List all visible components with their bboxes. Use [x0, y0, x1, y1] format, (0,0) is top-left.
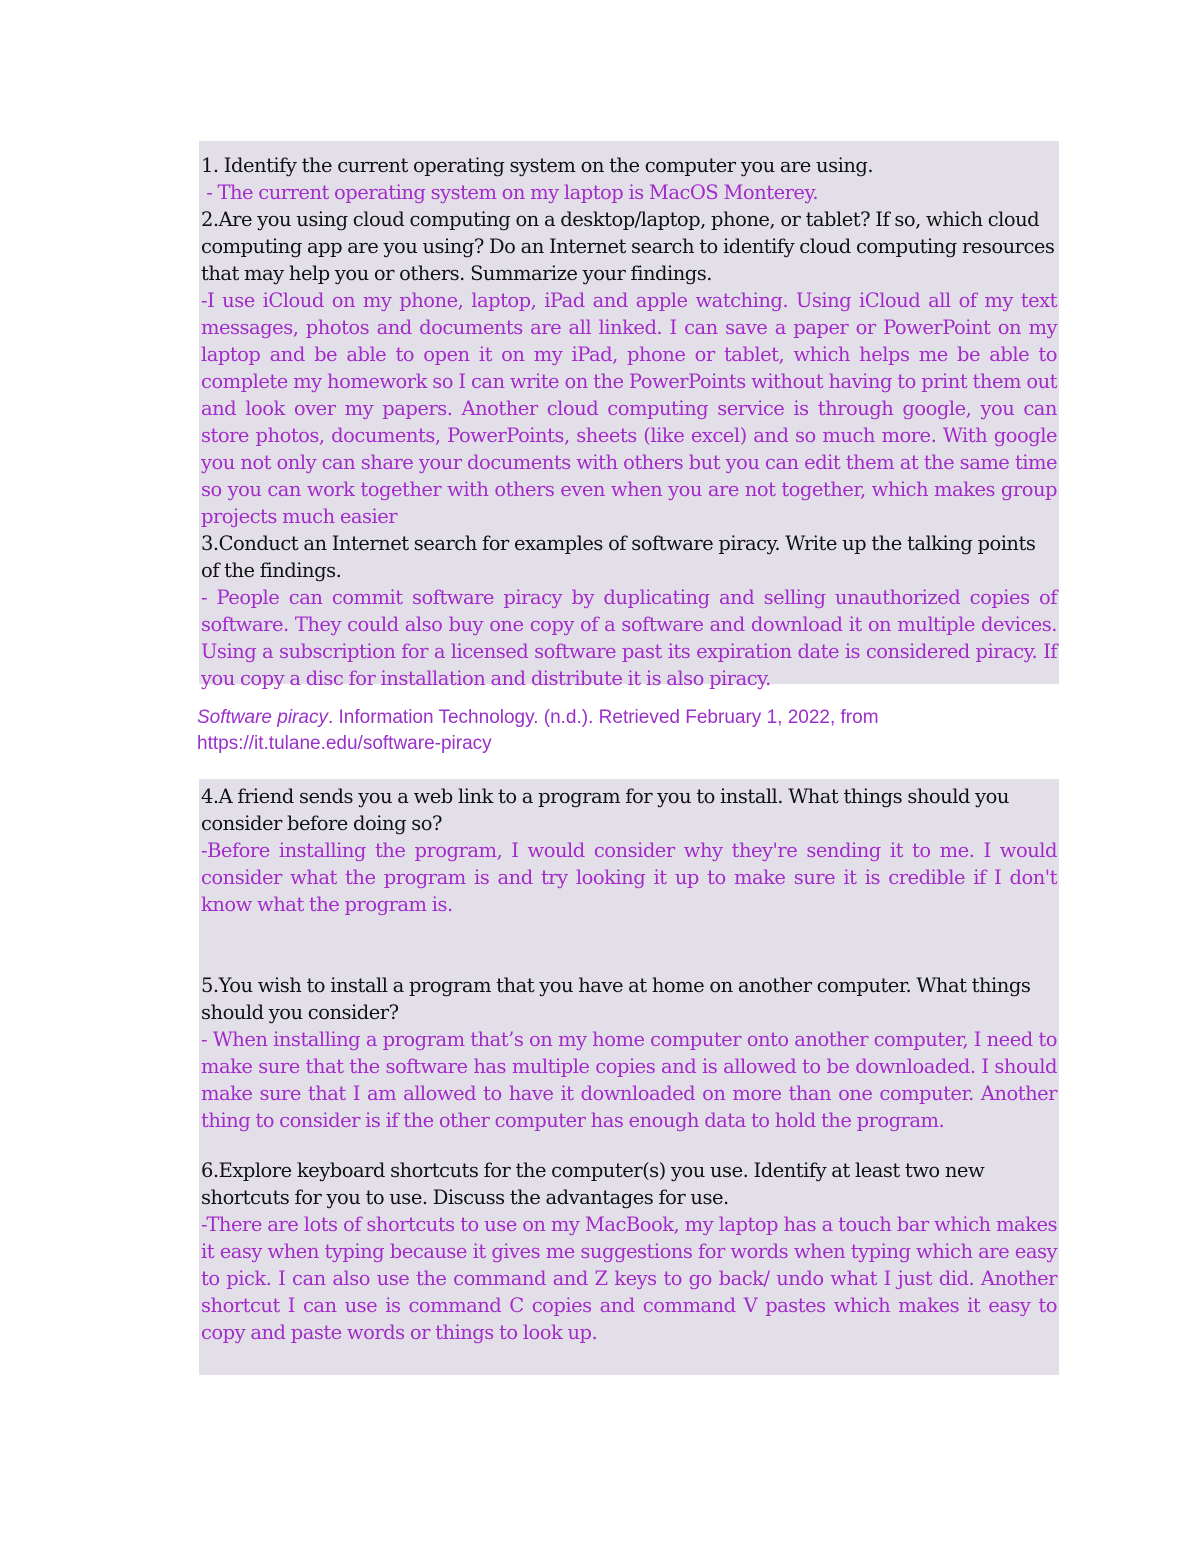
question-2: 2.Are you using cloud computing on a desktop/laptop, phone, or tablet? If so, which cloud computing app are you using? Do an Internet search to identify cloud computing resources that may help you or others. Summarize your findings.: [201, 208, 1055, 285]
question-3: 3.Conduct an Internet search for examples of software piracy. Write up the talking points of the findings.: [201, 532, 1036, 582]
answer-4: -Before installing the program, I would consider why they're sending it to me. I would consider what the program is and try looking it up to make sure it is credible if I don't know what the program is.: [201, 839, 1057, 916]
qa-block-2: [199, 779, 1059, 1375]
answer-5: - When installing a program that’s on my home computer onto another computer, I need to make sure that the software has multiple copies and is allowed to be downloaded. I should make sure that I am allowed to have it downloaded on more than one computer. Another thing to consider is if the other computer has enough data to hold the program.: [201, 1028, 1057, 1132]
question-6: 6.Explore keyboard shortcuts for the computer(s) you use. Identify at least two new shortcuts for you to use. Discuss the advantages for use.: [201, 1159, 985, 1209]
spacer: [201, 1134, 1057, 1157]
question-5: 5.You wish to install a program that you have at home on another computer. What things should you consider?: [201, 974, 1031, 1024]
answer-2: -I use iCloud on my phone, laptop, iPad and apple watching. Using iCloud all of my text messages, photos and documents are all linked. I can save a paper or PowerPoint on my laptop and be able to open it on my iPad, phone or tablet, which helps me be able to complete my homework so I can write on the PowerPoints without having to print them out and look over my papers. Another cloud computing service is through google, you can store photos, documents, PowerPoints, sheets (like excel) and so much more. With google you not only can share your documents with others but you can edit them at the same time so you can work together with others even when you are not together, which makes group projects much easier: [201, 289, 1057, 528]
answer-6: -There are lots of shortcuts to use on my MacBook, my laptop has a touch bar which makes it easy when typing because it gives me suggestions for words when typing which are easy to pick. I can also use the command and Z keys to go back/ undo what I just did. Another shortcut I can use is command C copies and command V pastes which makes it easy to copy and paste words or things to look up.: [201, 1213, 1057, 1344]
citation: [197, 705, 1057, 757]
question-1: 1. Identify the current operating system on the computer you are using.: [201, 154, 874, 177]
qa-block-1: [199, 141, 1059, 690]
spacer: [201, 918, 1057, 972]
answer-1: - The current operating system on my laptop is MacOS Monterey.: [201, 181, 819, 204]
question-4: 4.A friend sends you a web link to a program for you to install. What things should you consider before doing so?: [201, 785, 1009, 835]
citation-source[interactable]: . Information Technology. (n.d.). Retrieved February 1, 2022, from https://it.tulane.edu/software-piracy: [197, 707, 879, 754]
citation-title: Software piracy: [197, 707, 328, 728]
answer-3: - People can commit software piracy by duplicating and selling unauthorized copies of software. They could also buy one copy of a software and download it on multiple devices. Using a subscription for a licensed software past its expiration date is considered piracy. If you copy a disc for installation and distribute it is also piracy.: [201, 586, 1057, 690]
